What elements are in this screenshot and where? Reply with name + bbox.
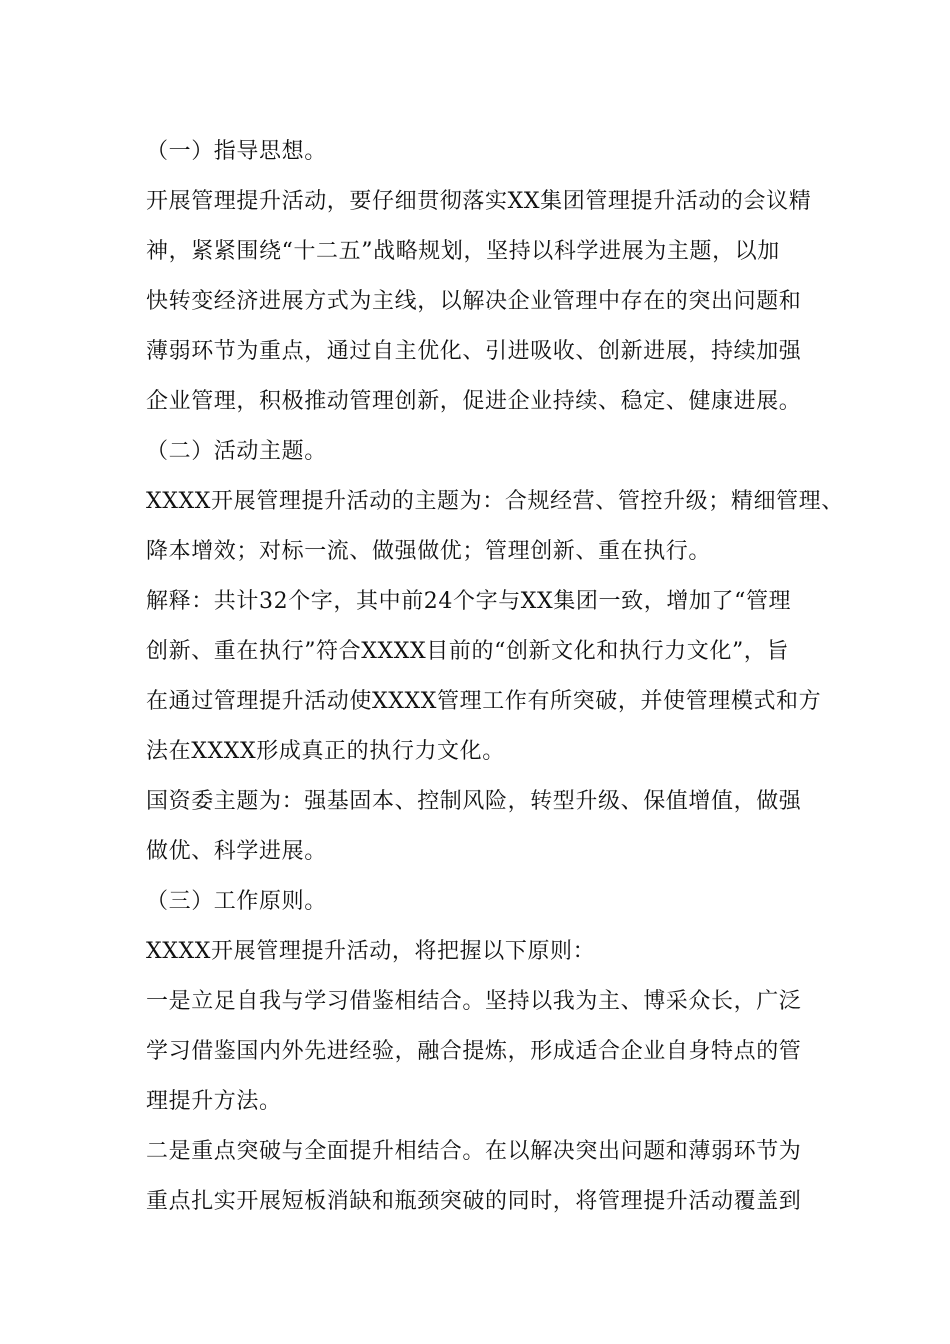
paragraph-line: 一是立足自我与学习借鉴相结合。坚持以我为主、博采众长，广泛 <box>146 989 802 1014</box>
paragraph-line: XXXX开展管理提升活动，将把握以下原则： <box>146 939 596 964</box>
paragraph-line: 理提升方法。 <box>146 1089 282 1114</box>
paragraph-line: 降本增效；对标一流、做强做优；管理创新、重在执行。 <box>146 539 712 564</box>
paragraph-line: 在通过管理提升活动使XXXX管理工作有所突破，并使管理模式和方 <box>146 689 822 714</box>
paragraph-line: 创新、重在执行”符合XXXX目前的“创新文化和执行力文化”，旨 <box>146 639 789 664</box>
paragraph-line: 开展管理提升活动，要仔细贯彻落实XX集团管理提升活动的会议精 <box>146 189 812 214</box>
paragraph-line: 企业管理，积极推动管理创新，促进企业持续、稳定、健康进展。 <box>146 389 802 414</box>
section-heading-guiding-ideology: （一）指导思想。 <box>146 139 327 164</box>
paragraph-line: XXXX开展管理提升活动的主题为：合规经营、管控升级；精细管理、 <box>146 489 844 514</box>
paragraph-line: 国资委主题为：强基固本、控制风险，转型升级、保值增值，做强 <box>146 789 802 814</box>
section-heading-activity-theme: （二）活动主题。 <box>146 439 327 464</box>
paragraph-line: 薄弱环节为重点，通过自主优化、引进吸收、创新进展，持续加强 <box>146 339 802 364</box>
paragraph-line: 快转变经济进展方式为主线，以解决企业管理中存在的突出问题和 <box>146 289 802 314</box>
paragraph-line: 学习借鉴国内外先进经验，融合提炼，形成适合企业自身特点的管 <box>146 1039 802 1064</box>
section-heading-work-principles: （三）工作原则。 <box>146 889 327 914</box>
paragraph-line: 重点扎实开展短板消缺和瓶颈突破的同时，将管理提升活动覆盖到 <box>146 1189 802 1214</box>
paragraph-line: 神，紧紧围绕“十二五”战略规划，坚持以科学进展为主题，以加 <box>146 239 780 264</box>
paragraph-line: 二是重点突破与全面提升相结合。在以解决突出问题和薄弱环节为 <box>146 1139 802 1164</box>
paragraph-line: 法在XXXX形成真正的执行力文化。 <box>146 739 505 764</box>
paragraph-line: 做优、科学进展。 <box>146 839 327 864</box>
paragraph-line: 解释：共计32个字，其中前24个字与XX集团一致，增加了“管理 <box>146 589 792 614</box>
